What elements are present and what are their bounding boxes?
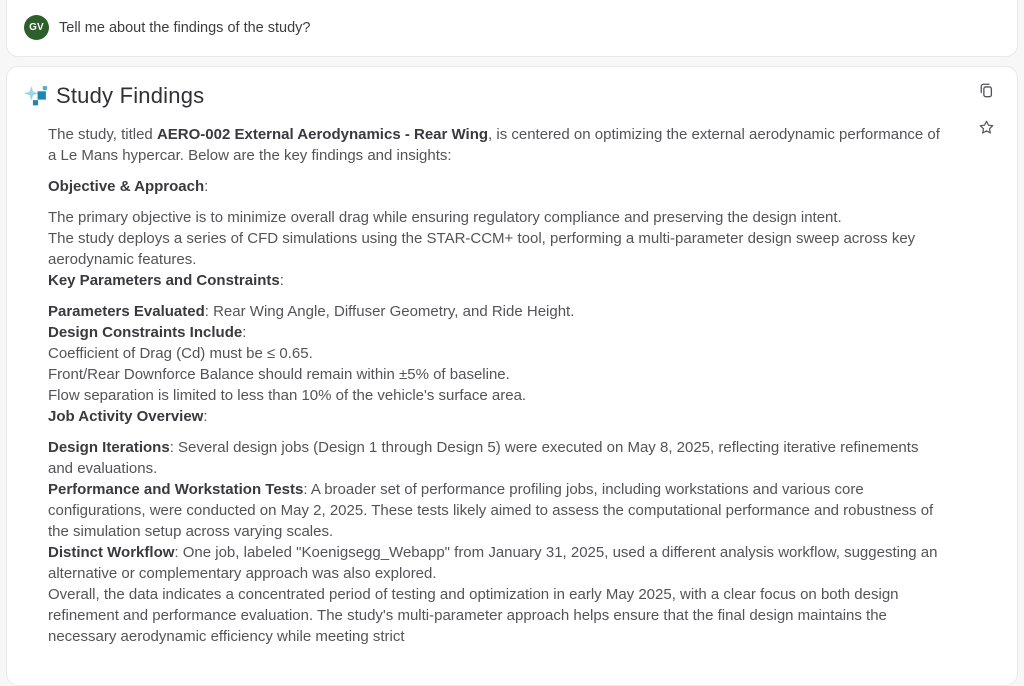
text-line (48, 176, 944, 197)
text: : (204, 178, 209, 195)
bold-text: Objective & Approach (48, 178, 205, 195)
copy-icon (979, 83, 994, 98)
bold-text: AERO-002 External Aerodynamics - Rear Wing (156, 126, 489, 143)
text: : One job, labeled "Koenigsegg_Webapp" from January 31, 2025, used a different analysis workflow, suggesting an alternative or complementary approach was also explored. (48, 544, 938, 582)
text: The study deploys a series of CFD simulations using the STAR-CCM+ tool, performing a multi-parameter design sweep across key aerodynamic features. (48, 230, 916, 268)
text: : (279, 272, 284, 289)
response-action-rail (977, 81, 995, 136)
text: : (203, 408, 208, 425)
favorite-button[interactable] (977, 118, 995, 136)
text: Overall, the data indicates a concentrated period of testing and optimization in early May 2025, with a clear focus on both design refinement and performance evaluation. The study's multi-parameter approach helps ensure that the final design maintains the necessary aerodynamic efficiency while meeting strict (48, 586, 899, 645)
text-line (48, 364, 944, 385)
text: : Rear Wing Angle, Diffuser Geometry, and Ride Height. (204, 303, 575, 320)
text: : A broader set of performance profiling jobs, including workstations and various core configurations, were conducted on May 2, 2025. These tests likely aimed to assess the computational performance and robustness of the simulation setup across varying scales. (48, 481, 934, 540)
bold-text: Job Activity Overview (48, 408, 204, 425)
text-line (48, 322, 944, 343)
text-line (48, 479, 944, 542)
bold-text: Key Parameters and Constraints (48, 272, 280, 289)
text: , is centered on optimizing the external aerodynamic performance of a Le Mans hypercar. Below are the key findings and insights: (48, 126, 940, 164)
text: The study, titled (48, 126, 157, 143)
text: Front/Rear Downforce Balance should remain within ±5% of baseline. (48, 366, 510, 383)
paragraph-block (48, 124, 944, 166)
bold-text: Performance and Workstation Tests (48, 481, 304, 498)
paragraph-block (48, 301, 944, 427)
text-line (48, 228, 944, 270)
response-header (23, 80, 1001, 112)
bold-text: Design Constraints Include (48, 324, 243, 341)
response-card (6, 66, 1018, 686)
paragraph-block (48, 437, 944, 647)
paragraph-block (48, 207, 944, 291)
text: Flow separation is limited to less than 10% of the vehicle's surface area. (48, 387, 527, 404)
text-line (48, 207, 944, 228)
text: Coefficient of Drag (Cd) must be ≤ 0.65. (48, 345, 313, 362)
paragraph-block (48, 176, 944, 197)
text-line (48, 124, 944, 166)
user-message-text: Tell me about the findings of the study? (59, 20, 311, 36)
response-body (48, 124, 944, 647)
bold-text: Parameters Evaluated (48, 303, 205, 320)
bold-text: Distinct Workflow (48, 544, 175, 561)
text-line (48, 406, 944, 427)
text-line (48, 343, 944, 364)
text-line (48, 270, 944, 291)
text-line (48, 542, 944, 584)
text: : Several design jobs (Design 1 through Design 5) were executed on May 8, 2025, reflecting iterative refinements and evaluations. (48, 439, 919, 477)
copy-button[interactable] (977, 81, 995, 99)
text-line (48, 584, 944, 647)
text: : (242, 324, 247, 341)
response-title: Study Findings (56, 83, 205, 108)
bold-text: Design Iterations (48, 439, 170, 456)
ai-sparkle-icon (23, 84, 48, 109)
user-message-card (6, 0, 1018, 57)
text-line (48, 437, 944, 479)
text-line (48, 385, 944, 406)
star-icon (978, 119, 995, 136)
avatar: GV (24, 15, 49, 40)
text-line (48, 301, 944, 322)
text: The primary objective is to minimize overall drag while ensuring regulatory compliance and preserving the design intent. (48, 209, 842, 226)
